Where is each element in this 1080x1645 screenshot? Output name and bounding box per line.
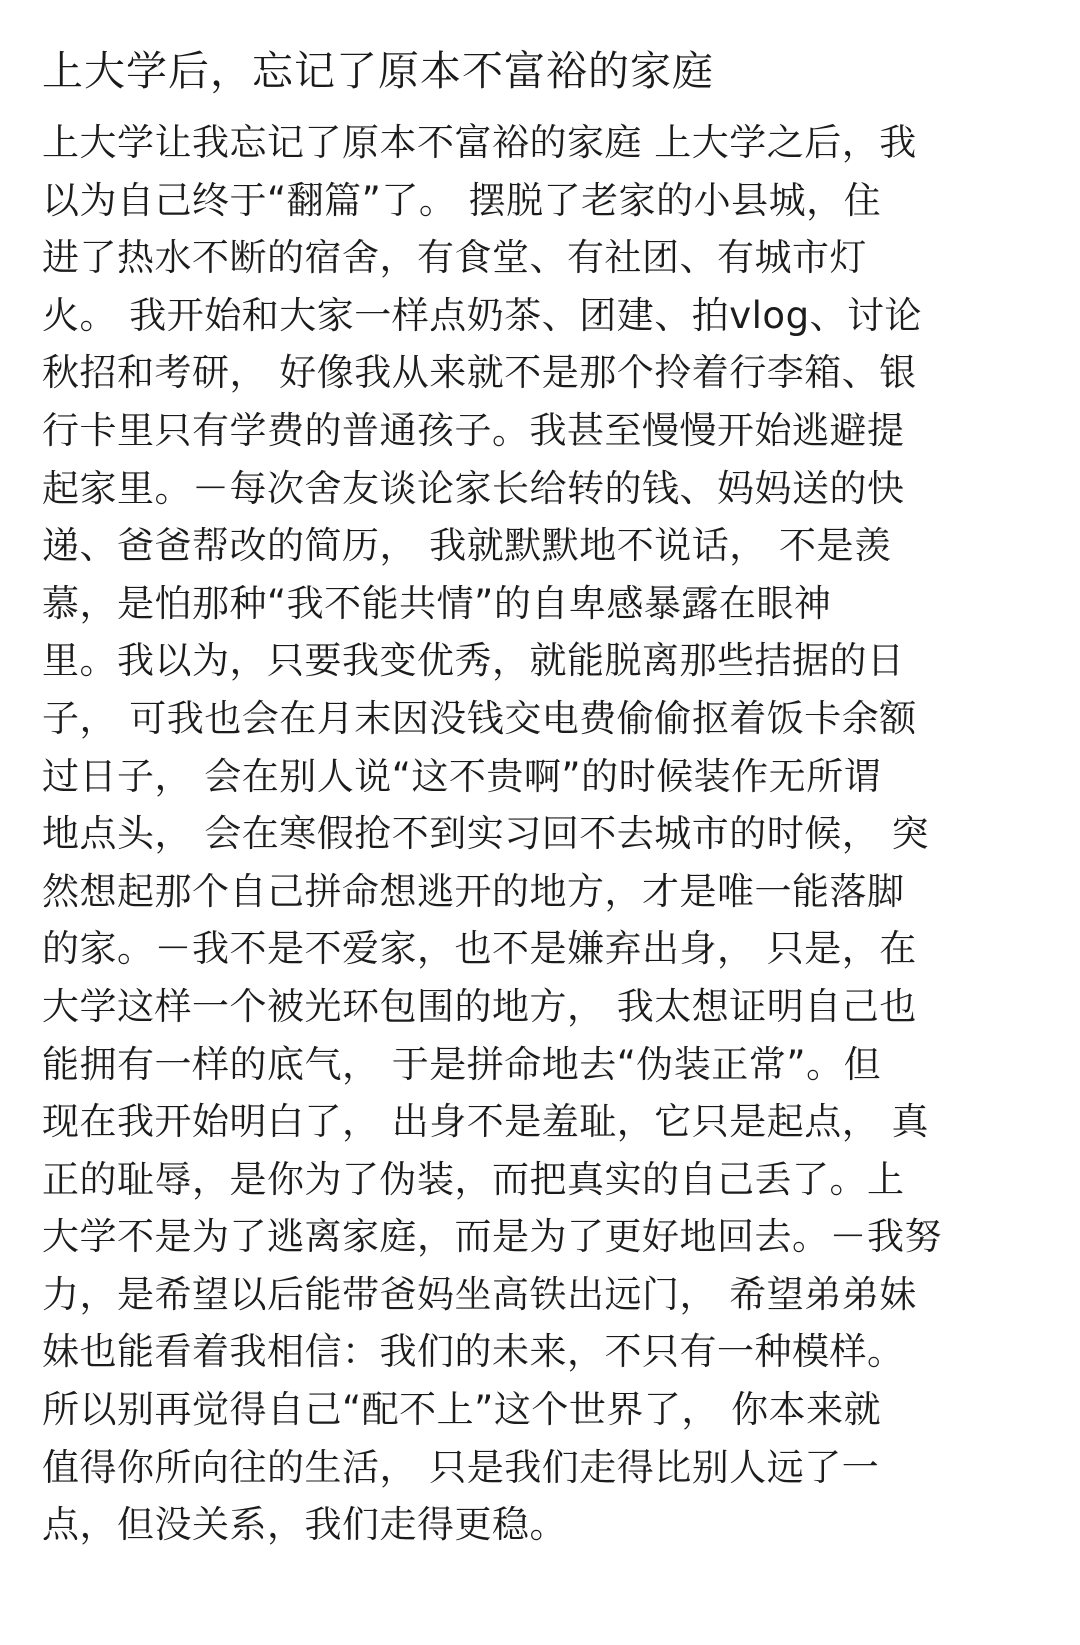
post-card — [42, 40, 1042, 1554]
post-body-line: 火。 我开始和大家一样点奶茶、团建、拍vlog、讨论 — [42, 293, 923, 337]
post-body-line: 现在我开始明白了， 出身不是羞耻，它只是起点， 真 — [42, 1100, 930, 1144]
post-title: 上大学后，忘记了原本不富裕的家庭 — [42, 47, 714, 95]
post-body-line: 大学这样一个被光环包围的地方， 我太想证明自己也 — [42, 984, 917, 1028]
post-body-line: 过日子， 会在别人说“这不贵啊”的时候装作无所谓 — [42, 754, 882, 798]
post-body-line: 秋招和考研， 好像我从来就不是那个拎着行李箱、银 — [42, 351, 917, 395]
post-body-line: 正的耻辱，是你为了伪装，而把真实的自己丢了。上 — [42, 1157, 905, 1201]
post-body-line: 的家。－我不是不爱家，也不是嫌弃出身， 只是，在 — [42, 927, 917, 971]
post-body-line: 递、爸爸帮改的简历， 我就默默地不说话， 不是羡 — [42, 524, 892, 568]
post-body — [42, 114, 1042, 1554]
post-body-line: 进了热水不断的宿舍，有食堂、有社团、有城市灯 — [42, 236, 867, 280]
post-body-line: 能拥有一样的底气， 于是拼命地去“伪装正常”。但 — [42, 1042, 882, 1086]
post-body-line: 妹也能看着我相信：我们的未来，不只有一种模样。 — [42, 1330, 905, 1374]
post-body-line: 然想起那个自己拼命想逃开的地方，才是唯一能落脚 — [42, 869, 905, 913]
post-body-line: 力，是希望以后能带爸妈坐高铁出远门， 希望弟弟妹 — [42, 1272, 917, 1316]
post-body-line: 所以别再觉得自己“配不上”这个世界了， 你本来就 — [42, 1388, 882, 1432]
post-body-line: 慕，是怕那种“我不能共情”的自卑感暴露在眼神 — [42, 581, 832, 625]
post-body-line: 里。我以为，只要我变优秀，就能脱离那些拮据的日 — [42, 639, 905, 683]
post-body-line: 值得你所向往的生活， 只是我们走得比别人远了一 — [42, 1445, 880, 1489]
post-body-line: 上大学让我忘记了原本不富裕的家庭 上大学之后，我 — [42, 121, 917, 164]
post-body-line: 起家里。－每次舍友谈论家长给转的钱、妈妈送的快 — [42, 466, 905, 510]
post-body-line: 地点头， 会在寒假抢不到实习回不去城市的时候， 突 — [42, 812, 930, 856]
post-body-line: 行卡里只有学费的普通孩子。我甚至慢慢开始逃避提 — [42, 408, 905, 452]
post-body-line: 子， 可我也会在月末因没钱交电费偷偷抠着饭卡余额 — [42, 696, 917, 740]
post-body-line: 大学不是为了逃离家庭，而是为了更好地回去。－我努 — [42, 1215, 942, 1259]
post-body-line: 以为自己终于“翻篇”了。 摆脱了老家的小县城，住 — [42, 178, 882, 222]
post-body-line: 点，但没关系，我们走得更稳。 — [42, 1503, 567, 1547]
